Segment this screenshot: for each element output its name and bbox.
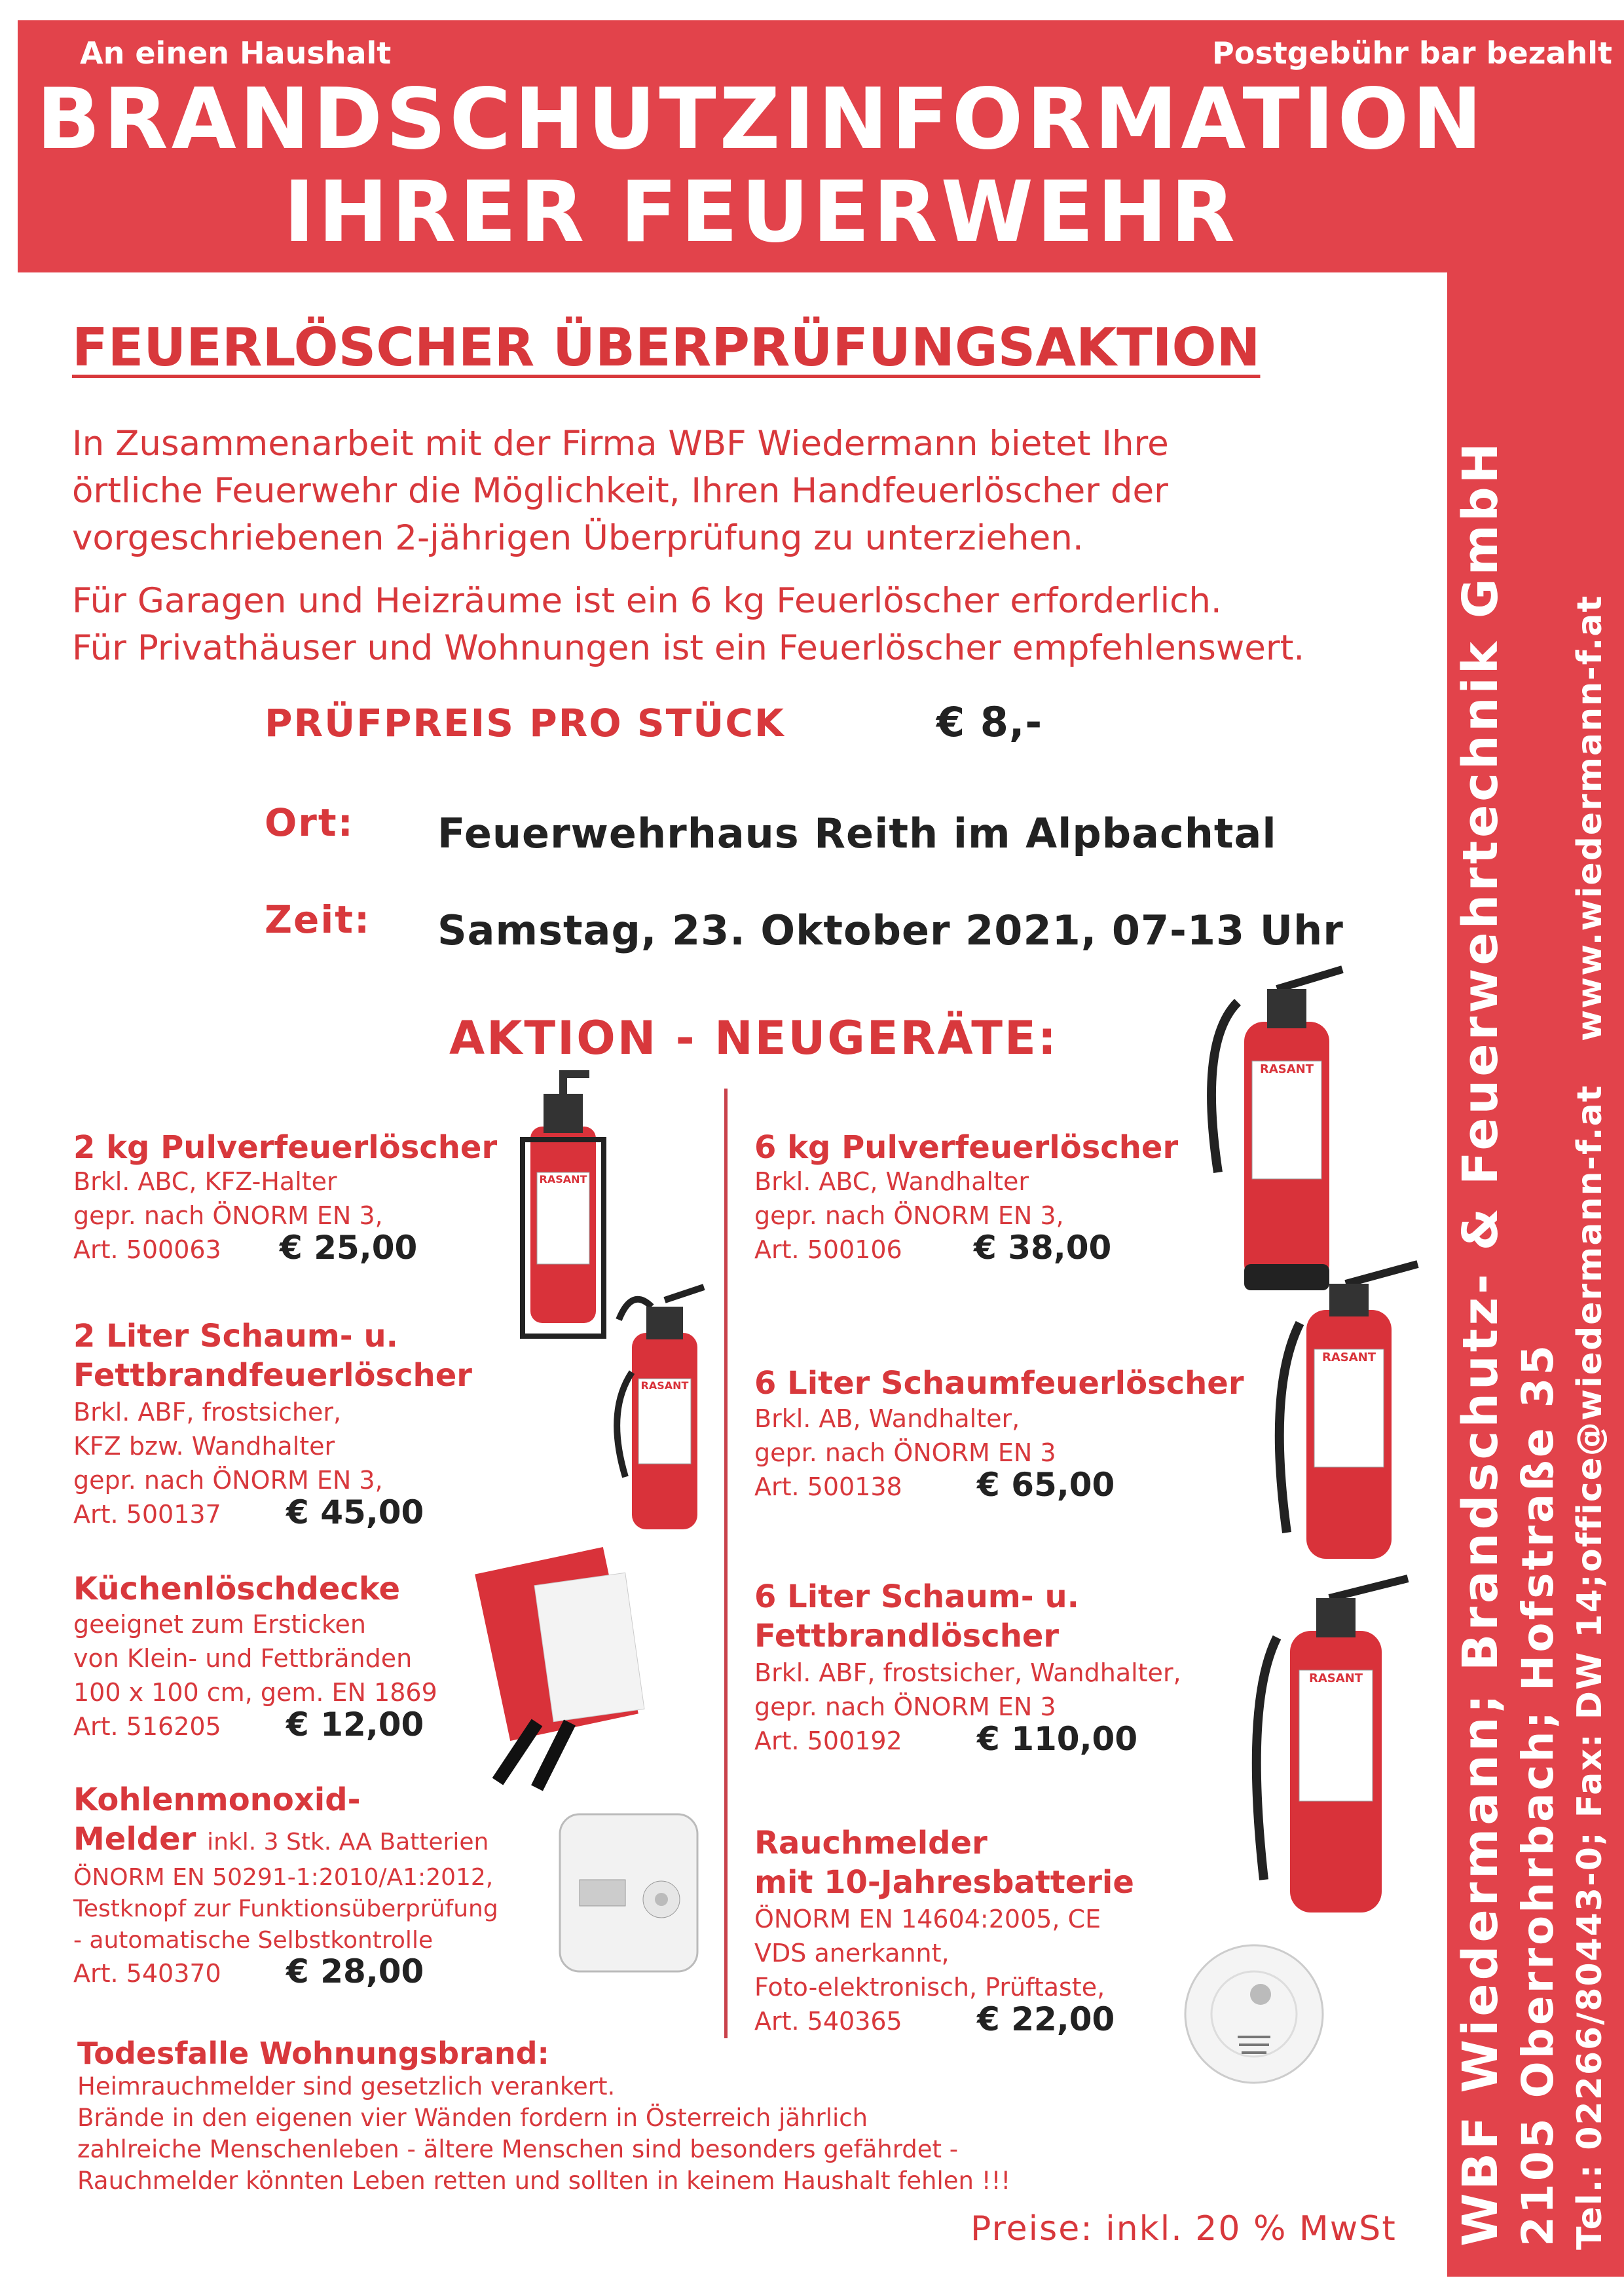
product-2kg-powder [73,1129,497,1271]
product-2l-foam [73,1316,472,1535]
product-desc-line: Brkl. ABC, Wandhalter [754,1167,1029,1196]
product-art-number: Art. 516205 [73,1712,221,1741]
product-price: € 22,00 [977,2000,1115,2038]
intro-line: In Zusammenarbeit mit der Firma WBF Wiedermann bietet Ihre [72,424,1169,464]
sidebar-company: WBF Wiedermann; Brandschutz- & Feuerwehrtechnik GmbH [1452,439,1509,2247]
price-note: Preise: inkl. 20 % MwSt [970,2209,1397,2248]
product-name: Melder [73,1821,196,1857]
product-desc-line: ÖNORM EN 14604:2005, CE [754,1905,1101,1933]
product-art-number: Art. 500137 [73,1500,221,1529]
product-name: Kohlenmonoxid- [73,1782,361,1818]
product-desc-line: ÖNORM EN 50291-1:2010/A1:2012, [73,1864,494,1891]
product-price: € 28,00 [286,1952,424,1990]
intro-line: örtliche Feuerwehr die Möglichkeit, Ihren Handfeuerlöscher der [72,471,1168,511]
extinguisher-label: RASANT [1308,1671,1363,1685]
requirement-line: Für Garagen und Heizräume ist ein 6 kg Feuerlöscher erforderlich. [72,581,1222,621]
product-name: Fettbrandfeuerlöscher [73,1357,472,1394]
extinguisher-6l-grease-icon [1244,1572,1421,1926]
fire-blanket-icon [478,1539,668,1788]
time-label: Zeit: [265,897,371,942]
product-desc-line: - automatische Selbstkontrolle [73,1927,434,1954]
product-desc-line: VDS anerkannt, [754,1939,950,1968]
product-desc-line: Brkl. ABF, frostsicher, Wandhalter, [754,1658,1181,1687]
product-desc-line: von Klein- und Fettbränden [73,1644,413,1673]
product-name: 6 kg Pulverfeuerlöscher [754,1129,1179,1166]
product-price: € 65,00 [977,1466,1115,1504]
sidebar-contact: Tel.: 02266/80443-0; Fax: DW 14; [1570,1573,1610,2250]
requirement-paragraph [72,578,1304,672]
product-name: 6 Liter Schaum- u. [754,1578,1079,1615]
price-label: PRÜFPREIS PRO STÜCK [265,701,785,745]
location-value: Feuerwehrhaus Reith im Alpbachtal [437,810,1277,857]
product-art-number: Art. 540365 [754,2007,902,2036]
product-desc-line: Testknopf zur Funktionsüberprüfung [73,1895,498,1922]
product-name: Fettbrandlöscher [754,1618,1060,1654]
product-art-number: Art. 500106 [754,1235,902,1264]
product-art-number: Art. 500138 [754,1472,902,1501]
product-name: Küchenlöschdecke [73,1571,401,1607]
time-value: Samstag, 23. Oktober 2021, 07-13 Uhr [437,906,1344,954]
price-value: € 8,- [936,698,1043,746]
product-desc-line: 100 x 100 cm, gem. EN 1869 [73,1678,437,1707]
product-desc-line: Foto-elektronisch, Prüftaste, [754,1973,1105,2002]
product-price: € 25,00 [280,1229,418,1267]
product-desc-line: Brkl. ABC, KFZ-Halter [73,1167,337,1196]
product-name: Rauchmelder [754,1825,987,1861]
product-desc-line: Brkl. ABF, frostsicher, [73,1398,342,1427]
product-price: € 38,00 [974,1229,1112,1267]
warning-line: Heimrauchmelder sind gesetzlich verankert. [77,2072,616,2100]
co-detector-icon [553,1808,704,1978]
intro-line: vorgeschriebenen 2-jährigen Überprüfung zu unterziehen. [72,518,1084,558]
product-price: € 45,00 [286,1493,424,1531]
extinguisher-2l-icon [606,1280,717,1556]
extinguisher-6kg-icon [1198,963,1356,1303]
product-smoke-detector [754,1823,1134,2042]
product-desc-line: geeignet zum Ersticken [73,1610,367,1639]
location-label: Ort: [265,800,354,845]
product-name: 6 Liter Schaumfeuerlöscher [754,1365,1244,1402]
product-name: 2 Liter Schaum- u. [73,1318,398,1354]
product-price: € 12,00 [286,1706,424,1744]
extinguisher-label: RASANT [1321,1351,1376,1364]
product-name-suffix: inkl. 3 Stk. AA Batterien [207,1829,489,1856]
extinguisher-2kg-icon [517,1068,609,1343]
product-fire-blanket [73,1571,437,1747]
sidebar-address: 2105 Oberrohrbach; Hofstraße 35 [1513,1342,1563,2247]
product-6l-foam [754,1365,1244,1508]
smoke-detector-icon [1179,1939,1329,2089]
intro-paragraph [72,420,1169,562]
extinguisher-6l-icon [1274,1258,1431,1572]
product-desc-line: gepr. nach ÖNORM EN 3, [754,1201,1064,1230]
product-art-number: Art. 500063 [73,1235,221,1264]
product-name: mit 10-Jahresbatterie [754,1864,1134,1901]
warning-line: Brände in den eigenen vier Wänden fordern in Österreich jährlich [77,2104,868,2132]
warning-line: zahlreiche Menschenleben - ältere Menschen sind besonders gefährdet - [77,2135,959,2163]
product-desc-line: gepr. nach ÖNORM EN 3, [73,1201,383,1230]
product-6kg-powder [754,1129,1178,1271]
action-title: FEUERLÖSCHER ÜBERPRÜFUNGSAKTION [72,317,1261,378]
sidebar-website: www.wiedermann-f.at [1570,594,1610,1041]
warning-title: Todesfalle Wohnungsbrand: [77,2036,549,2071]
product-art-number: Art. 500192 [754,1726,902,1755]
recipient-label: An einen Haushalt [80,35,392,71]
warning-block [77,2036,1010,2197]
extinguisher-label: RASANT [640,1379,689,1392]
product-desc-line: gepr. nach ÖNORM EN 3 [754,1438,1056,1467]
product-name: 2 kg Pulverfeuerlöscher [73,1129,498,1166]
product-6l-foam-grease [754,1577,1181,1762]
product-desc-line: Brkl. AB, Wandhalter, [754,1404,1020,1433]
product-price: € 110,00 [977,1720,1138,1758]
product-desc-line: gepr. nach ÖNORM EN 3, [73,1466,383,1495]
column-divider [724,1089,728,2038]
title-line1: BRANDSCHUTZINFORMATION [36,71,1486,168]
sidebar-email: office@wiedermann-f.at [1570,1084,1610,1572]
postage-label: Postgebühr bar bezahlt [1212,35,1613,71]
extinguisher-label: RASANT [539,1173,587,1185]
product-desc-line: gepr. nach ÖNORM EN 3 [754,1692,1056,1721]
product-art-number: Art. 540370 [73,1959,221,1988]
extinguisher-label: RASANT [1259,1062,1314,1076]
product-desc-line: KFZ bzw. Wandhalter [73,1432,335,1461]
requirement-line: Für Privathäuser und Wohnungen ist ein Feuerlöscher empfehlenswert. [72,628,1305,668]
warning-line: Rauchmelder könnten Leben retten und sollten in keinem Haushalt fehlen !!! [77,2167,1011,2195]
products-heading: AKTION - NEUGERÄTE: [449,1011,1058,1065]
title-line2: IHRER FEUERWEHR [284,164,1238,261]
product-co-detector [73,1780,498,1994]
